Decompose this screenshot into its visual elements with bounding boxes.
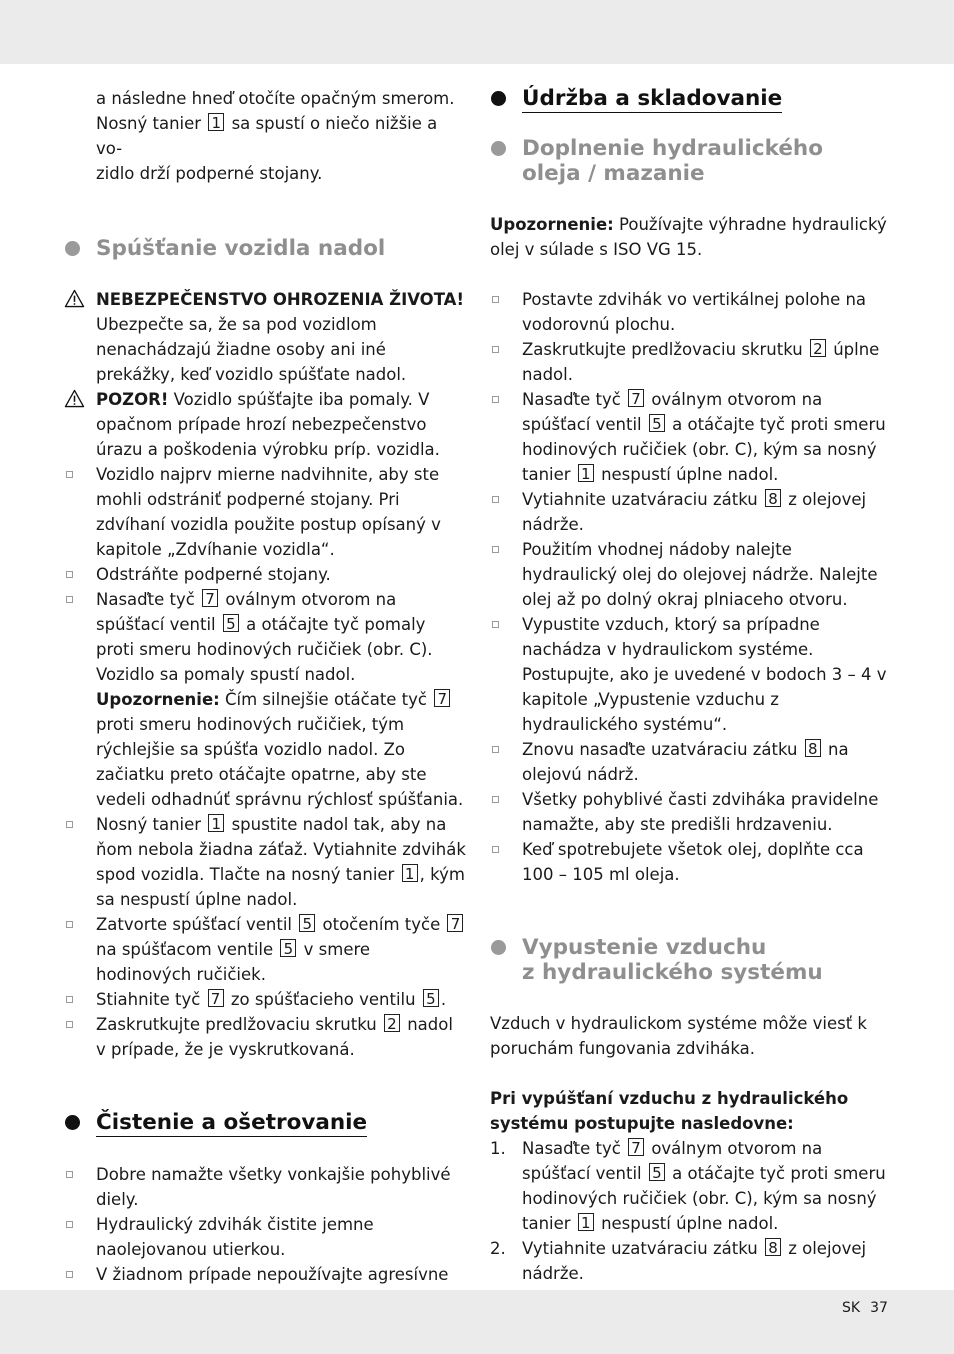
bullet-icon (492, 396, 499, 403)
heading-air: Vypustenie vzduchu z hydraulického systému (490, 935, 890, 985)
list-item: Zaskrutkujte predlžovaciu skrutku 2 úplne nadol. (490, 337, 890, 387)
note-paragraph: Upozornenie: Čím silnejšie otáčate tyč 7 proti smeru hodinových ručičiek, tým rýchlejšie sa spúšťa vozidlo nadol. Zo začiatku preto otáčajte opatrne, aby ste vedeli odhadnúť správnu rýchlosť spúšťania. (96, 690, 464, 809)
heading-oil: Doplnenie hydraulického oleja / mazanie (490, 136, 890, 186)
heading-bullet-icon (491, 91, 506, 106)
list-item: Vypustite vzduch, ktorý sa prípadne nachádza v hydraulickom systéme. Postupujte, ako je uvedené v bodoch 3 – 4 v kapitole „Vypustenie vzduchu z hydraulického systému“. (490, 612, 890, 737)
oil-note: Upozornenie: Používajte výhradne hydraulický olej v súlade s ISO VG 15. (490, 215, 887, 259)
bullet-icon (492, 346, 499, 353)
heading-bullet-icon (65, 1115, 80, 1130)
air-bold-paragraph: Pri vypúšťaní vzduchu z hydraulického systému postupujte nasledovne: (490, 1089, 849, 1133)
list-item: Dobre namažte všetky vonkajšie pohyblivé diely. (64, 1162, 466, 1212)
list-item: Zaskrutkujte predlžovaciu skrutku 2 nadol v prípade, že je vyskrutkovaná. (64, 1012, 466, 1062)
list-item: Nasaďte tyč 7 oválnym otvorom na spúšťací ventil 5 a otáčajte tyč pomaly proti smeru hodinových ručičiek (obr. C). Vozidlo sa pomaly spustí nadol. (64, 587, 466, 687)
bullet-icon (66, 1221, 73, 1228)
bullet-icon (66, 996, 73, 1003)
caution-warning: POZOR! Vozidlo spúšťajte iba pomaly. V opačnom prípade hrozí nebezpečenstvo úrazu a poškodenia výrobku príp. vozidla. (64, 387, 466, 462)
list-item: Stiahnite tyč 7 zo spúšťacieho ventilu 5 . (64, 987, 466, 1012)
part-number: 1 (208, 113, 224, 131)
list-item: Použitím vhodnej nádoby nalejte hydraulický olej do olejovej nádrže. Nalejte olej až po dolný okraj plniaceho otvoru. (490, 537, 890, 612)
bullet-icon (66, 1021, 73, 1028)
numbered-item: 1. Nasaďte tyč 7 oválnym otvorom na spúšťací ventil 5 a otáčajte tyč proti smeru hodinových ručičiek (obr. C), kým sa nosný tanier 1 nespustí úplne nadol. (490, 1139, 886, 1233)
bullet-icon (492, 621, 499, 628)
numbered-item: 2. Vytiahnite uzatváraciu zátku 8 z olejovej nádrže. (490, 1239, 867, 1283)
top-band (0, 0, 954, 64)
language-code: SK (842, 1300, 861, 1316)
bullet-icon (492, 546, 499, 553)
bullet-icon (66, 471, 73, 478)
bullet-icon (492, 296, 499, 303)
bullet-icon (492, 496, 499, 503)
bullet-icon (66, 921, 73, 928)
bullet-icon (492, 846, 499, 853)
page-footer (842, 1300, 888, 1316)
list-item: Nosný tanier 1 spustite nadol tak, aby na ňom nebola žiadna záťaž. Vytiahnite zdvihák spod vozidla. Tlačte na nosný tanier 1 , kým sa nespustí úplne nadol. (64, 812, 466, 912)
left-column (64, 86, 466, 1312)
air-paragraph: Vzduch v hydraulickom systéme môže viesť k poruchám fungovania zdviháka. (490, 1014, 867, 1058)
bullet-icon (66, 821, 73, 828)
list-item: Vozidlo najprv mierne nadvihnite, aby ste mohli odstrániť podperné stojany. Pri zdvíhaní vozidla použite postup opísaný v kapitole „Zdvíhanie vozidla“. (64, 462, 466, 562)
heading-cleaning: Čistenie a ošetrovanie (64, 1110, 466, 1136)
bullet-icon (66, 1171, 73, 1178)
danger-warning: NEBEZPEČENSTVO OHROZENIA ŽIVOTA! Ubezpečte sa, že sa pod vozidlom nenachádzajú žiadne osoby ani iné prekážky, keď vozidlo spúšťate nadol. (64, 287, 466, 387)
heading-bullet-icon (491, 141, 506, 156)
list-item: Odstráňte podperné stojany. (64, 562, 466, 587)
list-item: Keď spotrebujete všetok olej, doplňte cca 100 – 105 ml oleja. (490, 837, 890, 887)
intro-paragraph: a následne hneď otočíte opačným smerom. Nosný tanier 1 sa spustí o niečo nižšie a vo- zidlo drží podperné stojany. (96, 89, 455, 183)
bullet-icon (492, 746, 499, 753)
list-item: Nasaďte tyč 7 oválnym otvorom na spúšťací ventil 5 a otáčajte tyč proti smeru hodinových ručičiek (obr. C), kým sa nosný tanier 1 nespustí úplne nadol. (490, 387, 890, 487)
list-item: Postavte zdvihák vo vertikálnej polohe na vodorovnú plochu. (490, 287, 890, 337)
heading-bullet-icon (491, 940, 506, 955)
bullet-icon (66, 571, 73, 578)
list-item: Všetky pohyblivé časti zdviháka pravidelne namažte, aby ste predišli hrdzaveniu. (490, 787, 890, 837)
heading-lowering: Spúšťanie vozidla nadol (64, 236, 466, 261)
heading-bullet-icon (65, 241, 80, 256)
list-item: V žiadnom prípade nepoužívajte agresívne (64, 1262, 466, 1312)
list-item: Zatvorte spúšťací ventil 5 otočením tyče 7 na spúšťacom ventile 5 v smere hodinových ručičiek. (64, 912, 466, 987)
bullet-icon (66, 1271, 73, 1278)
bottom-band (0, 1290, 954, 1354)
list-item: Znovu nasaďte uzatváraciu zátku 8 na olejovú nádrž. (490, 737, 890, 787)
list-item: Hydraulický zdvihák čistite jemne naolejovanou utierkou. (64, 1212, 466, 1262)
right-column (490, 86, 890, 1286)
page-number: 37 (870, 1300, 888, 1316)
warning-triangle-icon (64, 289, 85, 308)
warning-triangle-icon (64, 389, 85, 408)
list-item: Vytiahnite uzatváraciu zátku 8 z olejovej nádrže. (490, 487, 890, 537)
heading-maintenance: Údržba a skladovanie (490, 86, 890, 112)
bullet-icon (492, 796, 499, 803)
bullet-icon (66, 596, 73, 603)
